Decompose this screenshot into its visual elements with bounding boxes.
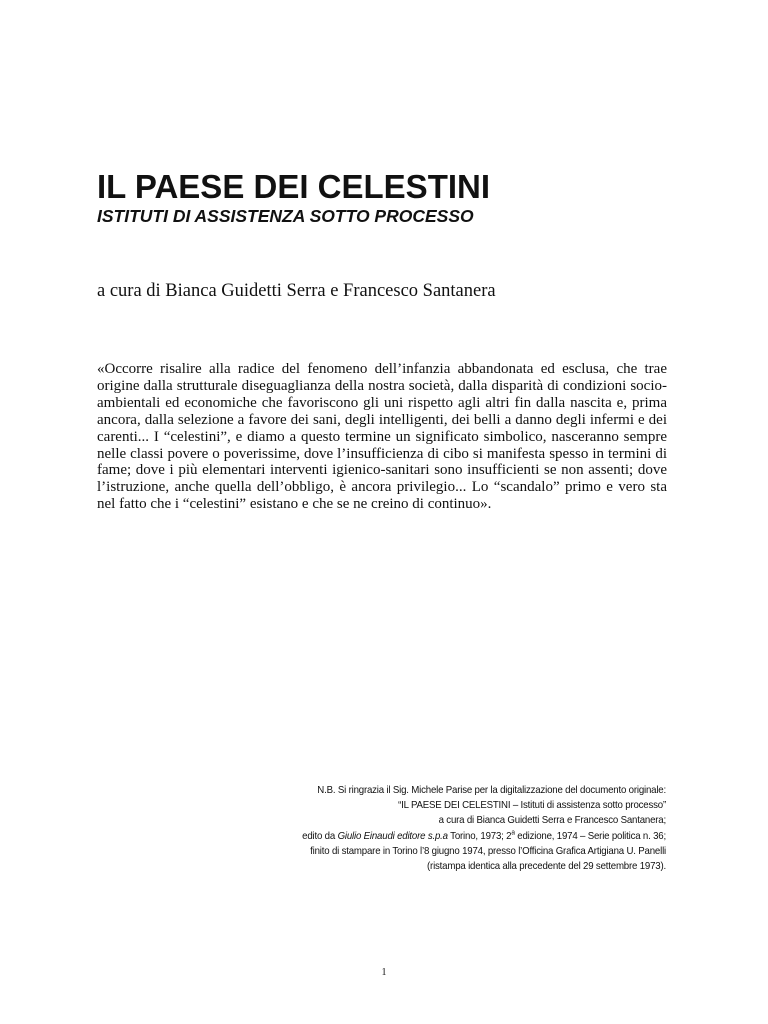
edition-superscript: a: [511, 829, 515, 837]
quote-paragraph: «Occorre risalire alla radice del fenomeno dell’infanzia abbandonata ed esclusa, che trae origine dalla strutturale diseguaglianza della nostra società, dalla disparità di condizioni socio-ambientali ed economiche che favoriscono gli uni rispetto agli altri fin dalla nascita e, prima ancora, dalla selezione a favore dei sani, degli intelligenti, dei belli a danno degli infermi e dei carenti... I “celestini”, e diamo a questo termine un significato simbolico, nasceranno sempre nelle classi povere o poverissime, dove l’insufficienza di cibo si manifesta spesso in termini di fame; dove i più elementari interventi igienico-sanitari sono insufficienti se non assenti; dove l’istruzione, anche quella dell’obbligo, è ancora privilegio... Lo “scandalo” primo e vero sta nel fatto che i “celestini” esistano e che se ne creino di continuo».: [97, 361, 667, 513]
note-line-4-mid: Torino, 1973; 2: [447, 830, 512, 842]
note-line-5: finito di stampare in Torino l’8 giugno 1974, presso l’Officina Grafica Artigiana U. Panelli: [310, 845, 666, 857]
note-line-4: [238, 829, 666, 844]
note-line-6: (ristampa identica alla precedente del 29 settembre 1973).: [427, 861, 666, 873]
note-line-1: N.B. Si ringrazia il Sig. Michele Parise per la digitalizzazione del documento originale:: [317, 785, 666, 796]
publisher-name: Giulio Einaudi editore s.p.a: [337, 830, 448, 842]
note-line-2: “IL PAESE DEI CELESTINI – Istituti di assistenza sotto processo”: [398, 800, 666, 812]
document-subtitle: ISTITUTI DI ASSISTENZA SOTTO PROCESSO: [97, 206, 474, 226]
acknowledgement-note: [238, 783, 666, 874]
editors-line: a cura di Bianca Guidetti Serra e Francesco Santanera: [97, 281, 496, 301]
document-title: IL PAESE DEI CELESTINI: [97, 168, 491, 205]
note-line-4-prefix: edito da: [302, 830, 338, 842]
note-line-4-suffix: edizione, 1974 – Serie politica n. 36;: [514, 830, 666, 842]
page-number: 1: [381, 967, 387, 978]
note-line-3: a cura di Bianca Guidetti Serra e Francesco Santanera;: [438, 815, 666, 827]
